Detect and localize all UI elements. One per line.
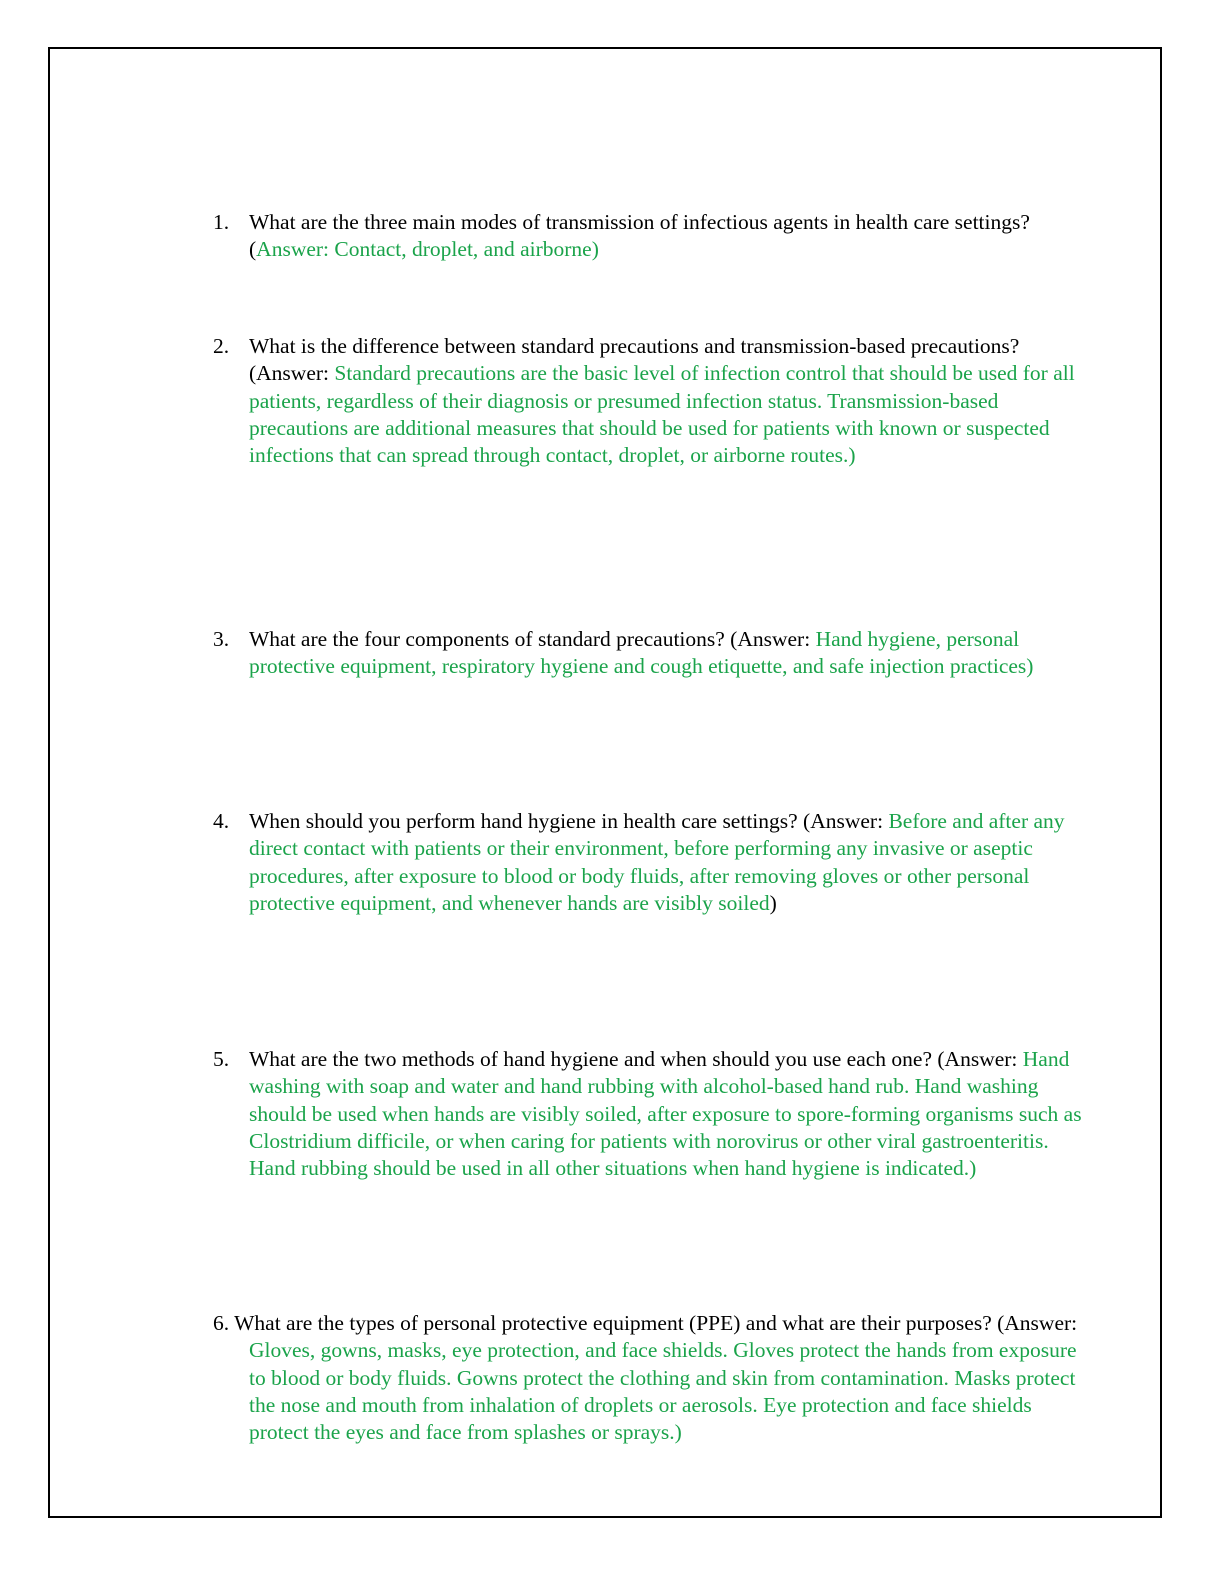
answer-text: Answer: Contact, droplet, and airborne): [256, 237, 599, 262]
question-text: When should you perform hand hygiene in health care settings? (Answer:: [249, 809, 889, 833]
answer-text: Hand hygiene, personal protective equipment, respiratory hygiene and cough etiquette, and safe injection practices): [249, 627, 1034, 679]
page-border: [48, 47, 1162, 1518]
question-number: 6.: [213, 1311, 230, 1335]
question-text: What is the difference between standard precautions and transmission-based precautions? (Answer:: [249, 334, 1020, 386]
answer-text: Standard precautions are the basic level of infection control that should be used for all patients, regardless of their diagnosis or presumed infection status. Transmission-based precautions are additional measures that should be used for patients with known or suspected infections that can spread through contact, droplet, or airborne routes.): [249, 361, 1075, 468]
answer-text: Before and after any direct contact with patients or their environment, before performing any invasive or aseptic procedures, after exposure to blood or body fluids, after removing gloves or other personal protective equipment, and whenever hands are visibly soiled: [249, 809, 1065, 915]
question-number: 2.: [213, 334, 230, 358]
question-5: [213, 1046, 1093, 1182]
question-4: [213, 808, 1093, 917]
answer-text: Hand washing with soap and water and hand rubbing with alcohol-based hand rub. Hand washing should be used when hands are visibly soiled, after exposure to spore-forming organisms such as Clostridium difficile, or when caring for patients with norovirus or other viral gastroenteritis. Hand rubbing should be used in all other situations when hand hygiene is indicated.): [249, 1047, 1082, 1181]
question-3: [213, 626, 1093, 681]
question-number: 4.: [213, 809, 230, 833]
answer-text: Gloves, gowns, masks, eye protection, and face shields. Gloves protect the hands from exposure to blood or body fluids. Gowns protect the clothing and skin from contamination. Masks protect the nose and mouth from inhalation of droplets or aerosols. Eye protection and face shields protect the eyes and face from splashes or sprays.): [249, 1338, 1077, 1445]
question-text: What are the types of personal protective equipment (PPE) and what are their purposes? (Answer:: [234, 1311, 1078, 1335]
question-6: [213, 1310, 1093, 1446]
question-1: [213, 209, 1093, 264]
question-number: 3.: [213, 627, 230, 651]
question-text: What are the two methods of hand hygiene and when should you use each one? (Answer:: [249, 1047, 1023, 1071]
question-number: 5.: [213, 1047, 230, 1071]
question-text: What are the three main modes of transmission of infectious agents in health care settings? (: [249, 210, 1030, 262]
answer-closing: ): [769, 890, 777, 915]
question-number: 1.: [213, 210, 230, 234]
question-2: [213, 333, 1093, 469]
question-text: What are the four components of standard precautions? (Answer:: [249, 627, 816, 651]
